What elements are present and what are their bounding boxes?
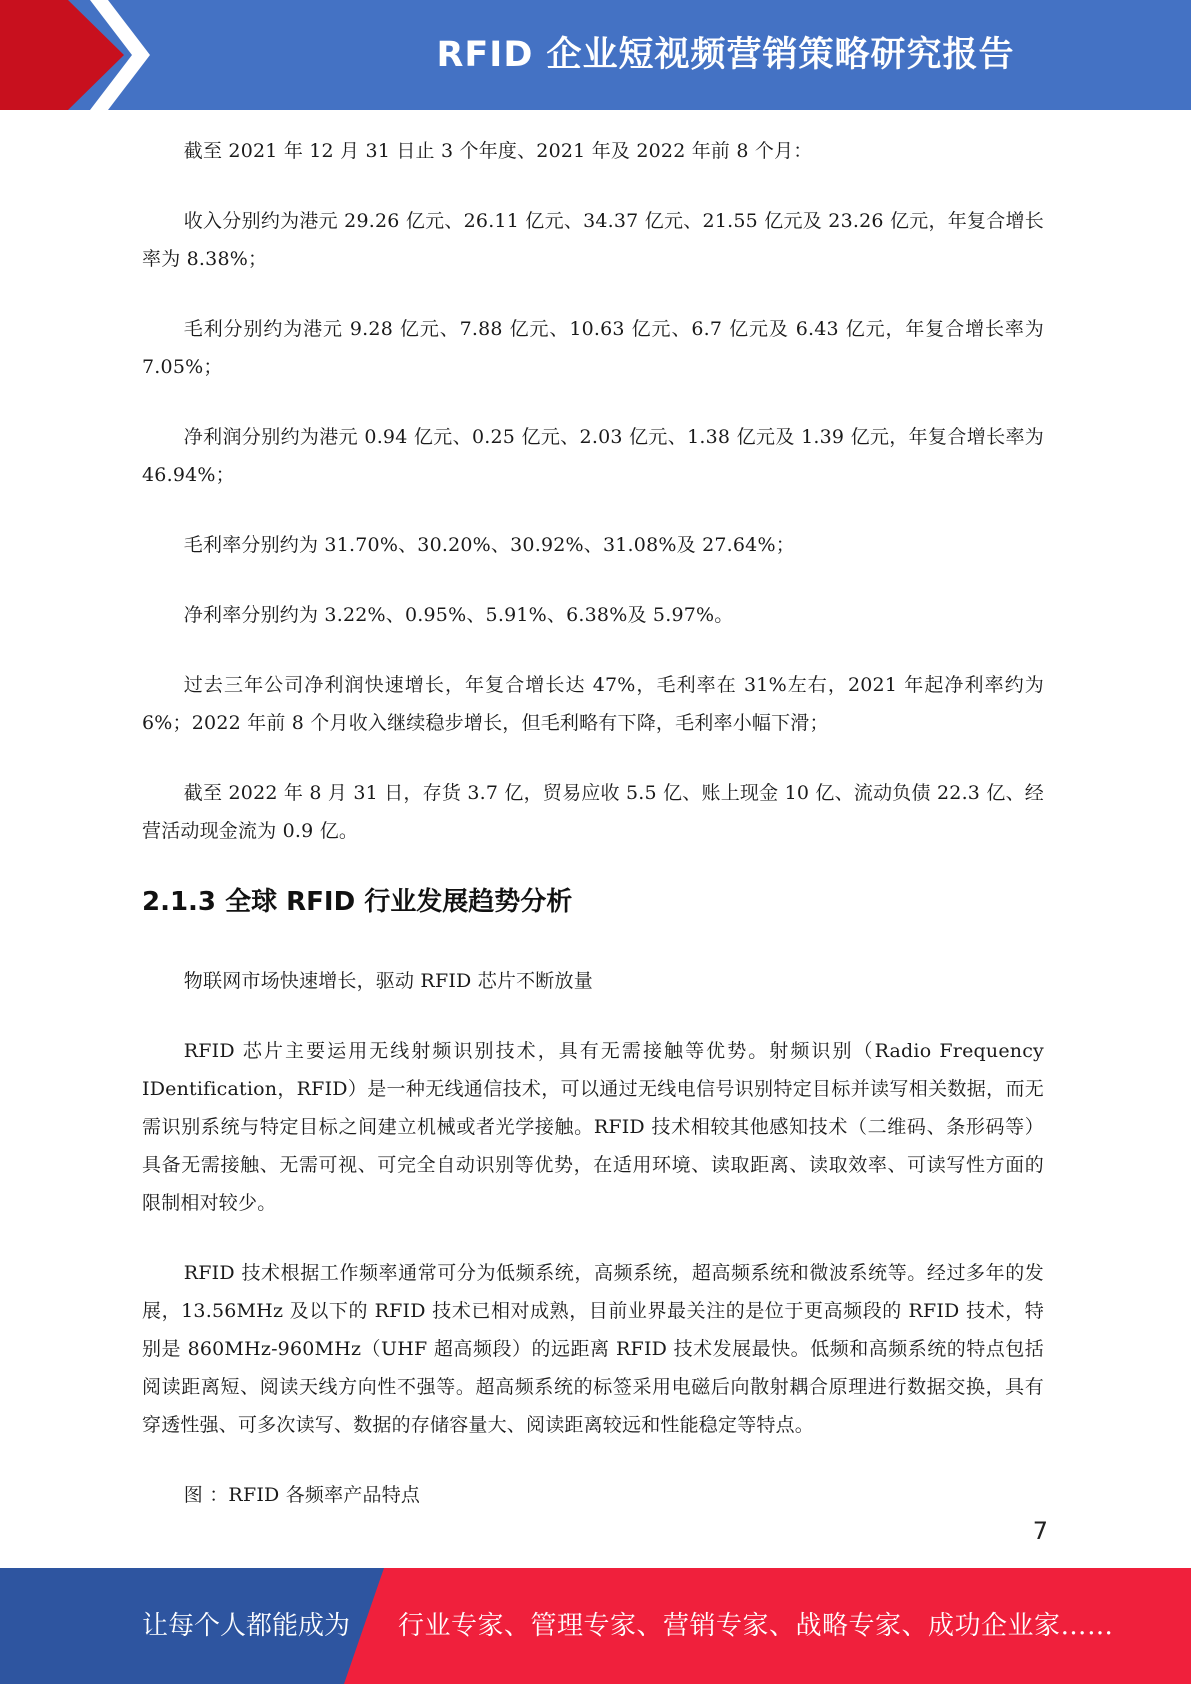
- paragraph: 过去三年公司净利润快速增长，年复合增长达 47%，毛利率在 31%左右，2021 年起净利率约为 6%；2022 年前 8 个月收入继续稳步增长，但毛利略有下降，毛利率小幅下滑；: [142, 674, 1044, 734]
- paragraph: RFID 芯片主要运用无线射频识别技术，具有无需接触等优势。射频识别（Radio Frequency IDentification，RFID）是一种无线通信技术，可以通过无线电信号识别特定目标并读写相关数据，而无需识别系统与特定目标之间建立机械或者光学接触。RFID 技术相较其他感知技术（二维码、条形码等）具备无需接触、无需可视、可完全自动识别等优势，在适用环境、读取距离、读取效率、可读写性方面的限制相对较少。: [142, 1040, 1044, 1214]
- paragraph: 毛利率分别约为 31.70%、30.20%、30.92%、31.08%及 27.64%；: [183, 534, 795, 556]
- page-footer: [0, 1568, 1191, 1684]
- section-heading: 2.1.3 全球 RFID 行业发展趋势分析: [142, 887, 573, 917]
- report-title: RFID 企业短视频营销策略研究报告: [436, 35, 1015, 75]
- figure-caption: 图 ：RFID 各频率产品特点: [183, 1484, 421, 1506]
- paragraph: 物联网市场快速增长，驱动 RFID 芯片不断放量: [183, 970, 593, 992]
- footer-slogan-right: 行业专家、管理专家、营销专家、战略专家、成功企业家……: [398, 1611, 1114, 1641]
- paragraph: 毛利分别约为港元 9.28 亿元、7.88 亿元、10.63 亿元、6.7 亿元及 6.43 亿元，年复合增长率为 7.05%；: [142, 318, 1044, 378]
- page-content: [142, 132, 1044, 1546]
- page-header: [0, 0, 1191, 110]
- header-red-arrow: [0, 0, 150, 110]
- footer-slogan-left: 让每个人都能成为: [142, 1611, 351, 1641]
- paragraph: 收入分别约为港元 29.26 亿元、26.11 亿元、34.37 亿元、21.55 亿元及 23.26 亿元，年复合增长率为 8.38%；: [142, 210, 1044, 270]
- paragraph: 截至 2022 年 8 月 31 日，存货 3.7 亿，贸易应收 5.5 亿、账上现金 10 亿、流动负债 22.3 亿、经营活动现金流为 0.9 亿。: [142, 782, 1044, 842]
- page-number: 7: [1032, 1517, 1048, 1545]
- paragraph: 截至 2021 年 12 月 31 日止 3 个年度、2021 年及 2022 年前 8 个月：: [183, 140, 813, 162]
- paragraph: 净利率分别约为 3.22%、0.95%、5.91%、6.38%及 5.97%。: [183, 604, 734, 626]
- paragraph: 净利润分别约为港元 0.94 亿元、0.25 亿元、2.03 亿元、1.38 亿元及 1.39 亿元，年复合增长率为 46.94%；: [142, 426, 1044, 486]
- paragraph: RFID 技术根据工作频率通常可分为低频系统，高频系统，超高频系统和微波系统等。经过多年的发展，13.56MHz 及以下的 RFID 技术已相对成熟，目前业界最关注的是位于更高频段的 RFID 技术，特别是 860MHz-960MHz（UHF 超高频段）的远距离 RFID 技术发展最快。低频和高频系统的特点包括阅读距离短、阅读天线方向性不强等。超高频系统的标签采用电磁后向散射耦合原理进行数据交换，具有穿透性强、可多次读写、数据的存储容量大、阅读距离较远和性能稳定等特点。: [142, 1262, 1044, 1436]
